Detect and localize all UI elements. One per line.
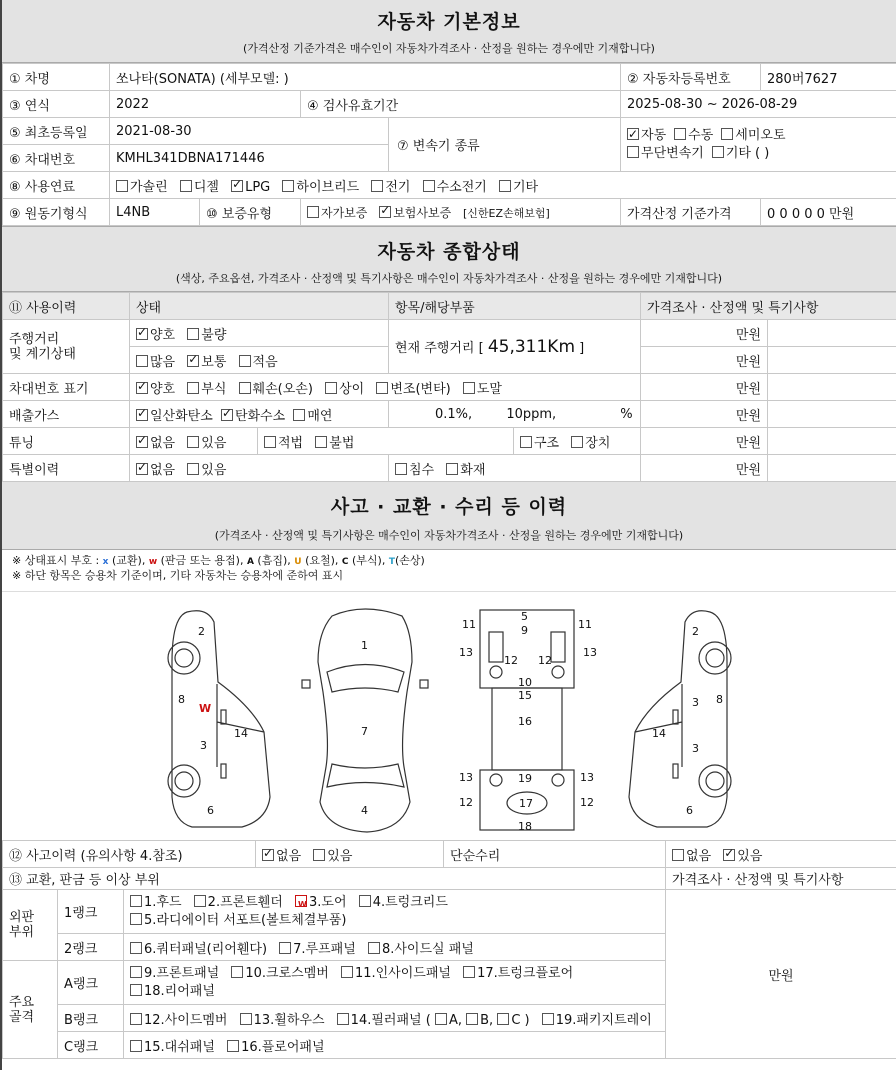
accident-history-subtitle: (가격조사 · 산정액 및 특기사항은 매수인이 자동차가격조사 · 산정을 원하는 경우에만 기재합니다) <box>214 529 684 542</box>
part-wheel-house-checkbox[interactable] <box>240 1013 252 1025</box>
special-options: ✓ 없음 있음 <box>130 455 389 482</box>
fuel-lpg-checkbox[interactable] <box>231 180 243 192</box>
basic-info-title: 자동차 기본정보 <box>377 11 521 33</box>
svg-text:12: 12 <box>504 654 518 667</box>
item-header: 항목/해당부품 <box>389 293 641 320</box>
vin-mark-options: ✓ 양호 부식 훼손(오손) 상이 변조(변타) 도말 <box>130 374 641 401</box>
simple-repair-options: 없음 ✓ 있음 <box>666 841 896 868</box>
inspection-value: 2025-08-30 ~ 2026-08-29 <box>621 91 896 118</box>
fuel-gasoline-checkbox[interactable] <box>116 180 128 192</box>
accident-yes-checkbox[interactable] <box>313 849 325 861</box>
svg-text:19: 19 <box>518 772 532 785</box>
year-label: ③ 연식 <box>3 91 110 118</box>
basic-info-subtitle: (가격산정 기준가격은 매수인이 자동차가격조사 · 산정을 원하는 경우에만 기재합니다) <box>243 42 655 55</box>
simple-repair-yes-checkbox[interactable] <box>723 849 735 861</box>
accident-table <box>2 840 896 1059</box>
svg-text:12: 12 <box>459 796 473 809</box>
vin-damage-checkbox[interactable] <box>239 382 251 394</box>
svg-text:13: 13 <box>583 646 597 659</box>
tuning-legal-checkbox[interactable] <box>264 436 276 448</box>
vin-stolen-checkbox[interactable] <box>463 382 475 394</box>
svg-text:13: 13 <box>459 771 473 784</box>
part-side-member-checkbox[interactable] <box>130 1013 142 1025</box>
basic-info-table <box>2 63 896 226</box>
warranty-label: ⑩ 보증유형 <box>200 199 301 226</box>
special-fire-checkbox[interactable] <box>446 463 458 475</box>
fuel-label: ⑧ 사용연료 <box>3 172 110 199</box>
warranty-options: 자가보증 ✓ 보험사보증 [신한EZ손해보험] <box>301 199 621 226</box>
part-side-sill-checkbox[interactable] <box>368 942 380 954</box>
mileage-note-2 <box>768 347 896 374</box>
svg-text:8: 8 <box>178 693 185 706</box>
diagram-weld-mark: W <box>199 702 212 715</box>
rankB-label: B랭크 <box>58 1005 124 1032</box>
trans-etc-checkbox[interactable] <box>712 146 724 158</box>
dent-mark: U <box>294 557 302 567</box>
trans-auto-checkbox[interactable] <box>627 128 639 140</box>
main-frame-label: 주요 골격 <box>3 961 58 1059</box>
svg-text:6: 6 <box>686 804 693 817</box>
svg-text:15: 15 <box>518 689 532 702</box>
year-value: 2022 <box>110 91 301 118</box>
basic-info-header <box>2 0 896 63</box>
emission-price: 만원 <box>641 401 768 428</box>
vin-note <box>768 374 896 401</box>
svg-text:2: 2 <box>692 625 699 638</box>
svg-text:11: 11 <box>462 618 476 631</box>
emission-smoke-checkbox[interactable] <box>293 409 305 421</box>
fuel-diesel-checkbox[interactable] <box>180 180 192 192</box>
tuning-type: 구조 장치 <box>514 428 641 455</box>
car-right-side <box>629 611 731 827</box>
tuning-label: 튜닝 <box>3 428 130 455</box>
part-package-tray-checkbox[interactable] <box>542 1013 554 1025</box>
tuning-illegal-checkbox[interactable] <box>315 436 327 448</box>
fuel-electric-checkbox[interactable] <box>371 180 383 192</box>
tuning-note <box>768 428 896 455</box>
svg-text:13: 13 <box>580 771 594 784</box>
exchange-price-cell: 만원 <box>666 890 896 1059</box>
status-legend <box>2 550 896 592</box>
pillar-a-checkbox[interactable] <box>435 1013 447 1025</box>
tuning-price: 만원 <box>641 428 768 455</box>
part-trunk-floor-checkbox[interactable] <box>463 966 475 978</box>
part-front-panel-checkbox[interactable] <box>130 966 142 978</box>
model-value: 쏘나타(SONATA) (세부모델: ) <box>110 64 621 91</box>
svg-text:12: 12 <box>580 796 594 809</box>
special-label: 특별이력 <box>3 455 130 482</box>
inspection-label: ④ 검사유효기간 <box>301 91 621 118</box>
svg-text:10: 10 <box>518 676 532 689</box>
rankB-parts: 12.사이드멤버 13.휠하우스 14.필러패널 ( A, B, C ) 19.패키지트레이 <box>124 1005 666 1032</box>
mileage-price-2: 만원 <box>641 347 768 374</box>
overall-status-subtitle: (색상, 주요옵션, 가격조사 · 산정액 및 특기사항은 매수인이 자동차가격조사 · 산정을 원하는 경우에만 기재합니다) <box>175 272 723 285</box>
mileage-label: 주행거리 및 계기상태 <box>3 320 130 374</box>
trans-cvt-checkbox[interactable] <box>627 146 639 158</box>
overall-status-header <box>2 226 896 292</box>
exchange-mark: x <box>102 557 109 567</box>
svg-text:11: 11 <box>578 618 592 631</box>
overall-status-table <box>2 292 896 482</box>
model-label: ① 차명 <box>3 64 110 91</box>
vin-good-checkbox[interactable] <box>136 382 148 394</box>
usage-history-header: ⑪ 사용이력 <box>3 293 130 320</box>
vin-rust-checkbox[interactable] <box>187 382 199 394</box>
simple-repair-none-checkbox[interactable] <box>672 849 684 861</box>
fuel-hybrid-checkbox[interactable] <box>282 180 294 192</box>
part-front-fender-checkbox[interactable] <box>194 895 206 907</box>
price-basis-value: 0 0 0 0 0 만원 <box>761 199 896 226</box>
part-inside-panel-checkbox[interactable] <box>341 966 353 978</box>
rankC-label: C랭크 <box>58 1032 124 1059</box>
price-header: 가격조사 · 산정액 및 특기사항 <box>641 293 896 320</box>
fuel-options: 가솔린 디젤 ✓ LPG 하이브리드 전기 수소전기 기타 <box>110 172 896 199</box>
vin-diff-checkbox[interactable] <box>325 382 337 394</box>
mileage-state-1: ✓양호 불량 <box>130 320 389 347</box>
mileage-good-checkbox[interactable] <box>136 328 148 340</box>
weld-mark: w <box>148 557 158 567</box>
svg-text:3: 3 <box>692 742 699 755</box>
trans-manual-checkbox[interactable] <box>674 128 686 140</box>
first-reg-value: 2021-08-30 <box>110 118 389 145</box>
emission-co-checkbox[interactable] <box>136 409 148 421</box>
rankC-parts: 15.대쉬패널 16.플로어패널 <box>124 1032 666 1059</box>
part-door-checkbox[interactable]: W <box>295 895 307 907</box>
mileage-price-1: 만원 <box>641 320 768 347</box>
tuning-struct-checkbox[interactable] <box>520 436 532 448</box>
svg-text:4: 4 <box>361 804 368 817</box>
svg-text:6: 6 <box>207 804 214 817</box>
first-reg-label: ⑤ 최초등록일 <box>3 118 110 145</box>
svg-text:14: 14 <box>234 727 248 740</box>
car-left-side <box>168 611 270 827</box>
fuel-etc-checkbox[interactable] <box>499 180 511 192</box>
mileage-many-checkbox[interactable] <box>136 355 148 367</box>
emission-hc-checkbox[interactable] <box>221 409 233 421</box>
svg-text:1: 1 <box>361 639 368 652</box>
special-price: 만원 <box>641 455 768 482</box>
warranty-insurance-checkbox[interactable] <box>379 206 391 218</box>
tuning-device-checkbox[interactable] <box>571 436 583 448</box>
rankA-label: A랭크 <box>58 961 124 1005</box>
vin-value: KMHL341DBNA171446 <box>110 145 389 172</box>
trans-semi-checkbox[interactable] <box>721 128 733 140</box>
part-cross-member-checkbox[interactable] <box>231 966 243 978</box>
state-header: 상태 <box>130 293 389 320</box>
svg-text:5: 5 <box>521 610 528 623</box>
rank2-parts: 6.쿼터패널(리어휀다) 7.루프패널 8.사이드실 패널 <box>124 934 666 961</box>
fuel-hydrogen-checkbox[interactable] <box>423 180 435 192</box>
tuning-none-checkbox[interactable] <box>136 436 148 448</box>
corrosion-mark: C <box>341 557 349 567</box>
mileage-normal-checkbox[interactable] <box>187 355 199 367</box>
accident-history-title: 사고 · 교환 · 수리 등 이력 <box>330 496 568 518</box>
part-trunk-lid-checkbox[interactable] <box>359 895 371 907</box>
tuning-yes-checkbox[interactable] <box>187 436 199 448</box>
rank2-label: 2랭크 <box>58 934 124 961</box>
accident-history-header <box>2 482 896 550</box>
transmission-options: ✓자동 수동 세미오토 무단변속기 기타 ( ) <box>621 118 896 172</box>
emission-note <box>768 401 896 428</box>
emission-label: 배출가스 <box>3 401 130 428</box>
tuning-options: ✓ 없음 있음 <box>130 428 258 455</box>
pillar-c-checkbox[interactable] <box>497 1013 509 1025</box>
engine-value: L4NB <box>110 199 200 226</box>
mileage-value-cell: 현재 주행거리 [ 45,311Km ] <box>389 320 641 374</box>
svg-text:2: 2 <box>198 625 205 638</box>
car-frame-view <box>459 610 597 833</box>
mileage-bad-checkbox[interactable] <box>187 328 199 340</box>
svg-text:14: 14 <box>652 727 666 740</box>
part-floor-panel-checkbox[interactable] <box>227 1040 239 1052</box>
part-hood-checkbox[interactable] <box>130 895 142 907</box>
simple-repair-label: 단순수리 <box>444 841 666 868</box>
mileage-few-checkbox[interactable] <box>239 355 251 367</box>
accident-options: ✓ 없음 있음 <box>256 841 444 868</box>
accident-label: ⑫ 사고이력 (유의사항 4.참조) <box>3 841 256 868</box>
svg-text:18: 18 <box>518 820 532 833</box>
car-top-view <box>302 609 428 832</box>
part-roof-panel-checkbox[interactable] <box>279 942 291 954</box>
rankA-parts: 9.프론트패널 10.크로스멤버 11.인사이드패널 17.트렁크플로어 18.리어패널 <box>124 961 666 1005</box>
svg-text:3: 3 <box>692 696 699 709</box>
vin-alter-checkbox[interactable] <box>376 382 388 394</box>
price-basis-label: 가격산정 기준가격 <box>621 199 761 226</box>
mileage-note-1 <box>768 320 896 347</box>
rank1-parts: 1.후드 2.프론트휀더 W 3.도어 4.트렁크리드 5.라디에이터 서포트(볼트체결부품) <box>124 890 666 934</box>
svg-text:8: 8 <box>716 693 723 706</box>
status-legend-symbols: ※ 상태표시 부호 : x (교환), w (판금 또는 용접), A (흠집), U (요철), C (부식), T(손상) <box>12 554 425 567</box>
mileage-value: 45,311Km <box>487 336 576 357</box>
special-note <box>768 455 896 482</box>
svg-text:9: 9 <box>521 624 528 637</box>
svg-text:16: 16 <box>518 715 532 728</box>
part-rear-panel-checkbox[interactable] <box>130 984 142 996</box>
vin-price: 만원 <box>641 374 768 401</box>
special-flood-checkbox[interactable] <box>395 463 407 475</box>
regno-label: ② 자동차등록번호 <box>621 64 761 91</box>
special-yes-checkbox[interactable] <box>187 463 199 475</box>
rank1-label: 1랭크 <box>58 890 124 934</box>
svg-text:3: 3 <box>200 739 207 752</box>
warranty-self-checkbox[interactable] <box>307 206 319 218</box>
damage-mark: T <box>388 557 395 567</box>
tuning-legality: 적법 불법 <box>258 428 514 455</box>
exchange-price-header: 가격조사 · 산정액 및 특기사항 <box>666 868 896 890</box>
part-dash-panel-checkbox[interactable] <box>130 1040 142 1052</box>
emission-values: 0.1%, 10ppm, % <box>389 401 641 428</box>
engine-label: ⑨ 원동기형식 <box>3 199 110 226</box>
emission-options: ✓ 일산화탄소 ✓ 탄화수소 매연 <box>130 401 389 428</box>
svg-text:12: 12 <box>538 654 552 667</box>
overall-status-title: 자동차 종합상태 <box>377 241 521 263</box>
exchange-label: ⑬ 교환, 판금 등 이상 부위 <box>3 868 666 890</box>
svg-text:7: 7 <box>361 725 368 738</box>
accident-none-checkbox[interactable] <box>262 849 274 861</box>
pillar-b-checkbox[interactable] <box>466 1013 478 1025</box>
car-diagram <box>2 592 896 840</box>
transmission-label: ⑦ 변속기 종류 <box>389 118 621 172</box>
regno-value: 280버7627 <box>761 64 896 91</box>
svg-text:13: 13 <box>459 646 473 659</box>
special-type: 침수 화재 <box>389 455 641 482</box>
outer-panel-label: 외판 부위 <box>3 890 58 961</box>
vin-label: ⑥ 차대번호 <box>3 145 110 172</box>
vin-mark-label: 차대번호 표기 <box>3 374 130 401</box>
scratch-mark: A <box>246 557 254 567</box>
special-none-checkbox[interactable] <box>136 463 148 475</box>
svg-text:17: 17 <box>519 797 533 810</box>
part-pillar-panel-checkbox[interactable] <box>337 1013 349 1025</box>
part-radiator-support-checkbox[interactable] <box>130 913 142 925</box>
status-legend-note: ※ 하단 항목은 승용차 기준이며, 기타 자동차는 승용차에 준하여 표시 <box>12 569 344 582</box>
part-quarter-panel-checkbox[interactable] <box>130 942 142 954</box>
mileage-state-2: 많음 ✓ 보통 적음 <box>130 347 389 374</box>
